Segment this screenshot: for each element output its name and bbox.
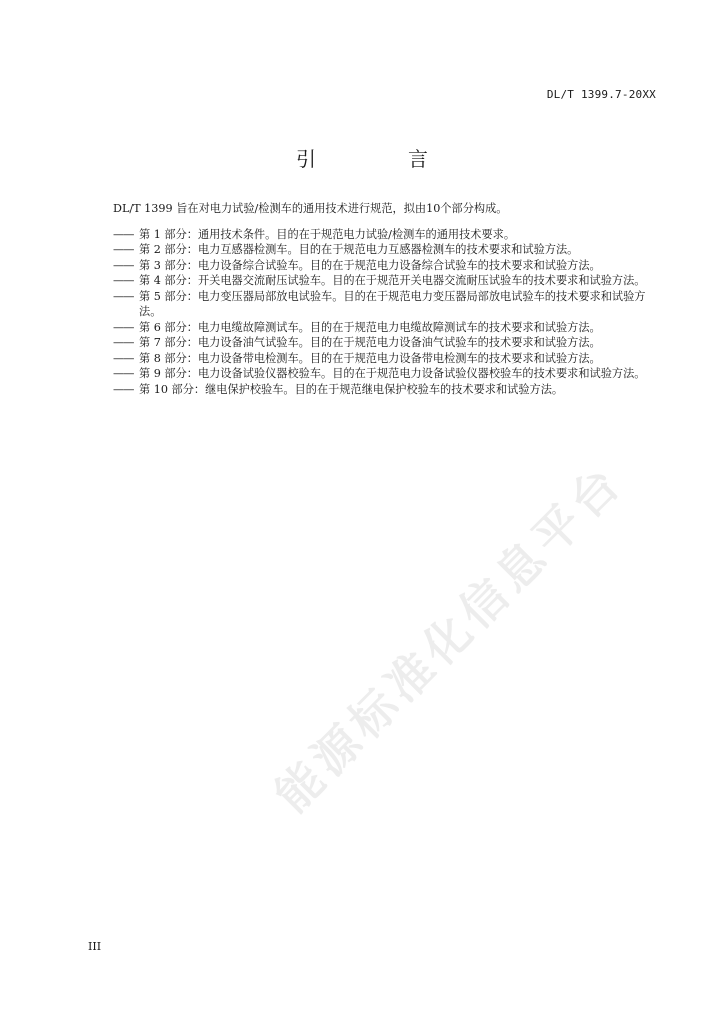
- list-item: [113, 335, 658, 351]
- part-text: 第 9 部分：电力设备试验仪器校验车。目的在于规范电力设备试验仪器校验车的技术要求和试验方法。: [139, 367, 646, 380]
- part-text: 第 1 部分：通用技术条件。目的在于规范电力试验/检测车的通用技术要求。: [139, 227, 516, 241]
- list-item: [113, 366, 658, 382]
- part-text: 第 7 部分：电力设备油气试验车。目的在于规范电力设备油气试验车的技术要求和试验方法。: [139, 336, 601, 349]
- part-text: 第 8 部分：电力设备带电检测车。目的在于规范电力设备带电检测车的技术要求和试验方法。: [139, 351, 601, 365]
- list-dash: ——: [113, 258, 134, 272]
- list-dash: ——: [113, 289, 134, 303]
- list-item: [113, 258, 658, 274]
- list-item: [113, 351, 658, 367]
- list-dash: ——: [113, 274, 134, 287]
- list-item: [113, 227, 658, 243]
- intro-paragraph: DL/T 1399 旨在对电力试验/检测车的通用技术进行规范，拟由10个部分构成。: [113, 202, 508, 215]
- list-dash: ——: [113, 351, 134, 365]
- part-text: 第 3 部分：电力设备综合试验车。目的在于规范电力设备综合试验车的技术要求和试验方法。: [139, 258, 601, 272]
- document-code: DL/T 1399.7-20XX: [546, 88, 656, 101]
- list-dash: ——: [113, 336, 134, 349]
- list-item: [113, 382, 658, 398]
- list-dash: ——: [113, 382, 134, 396]
- list-item: [113, 289, 658, 320]
- part-text: 第 10 部分：继电保护校验车。目的在于规范继电保护校验车的技术要求和试验方法。: [139, 382, 564, 396]
- list-dash: ——: [113, 367, 134, 380]
- document-body: [113, 201, 658, 397]
- list-item: [113, 320, 658, 336]
- list-item: [113, 242, 658, 258]
- part-text: 第 4 部分：开关电器交流耐压试验车。目的在于规范开关电器交流耐压试验车的技术要求和试验方法。: [139, 274, 646, 287]
- watermark: 能源标准化信息平台: [264, 453, 634, 823]
- page-number: III: [88, 940, 102, 953]
- part-text: 第 5 部分：电力变压器局部放电试验车。目的在于规范电力变压器局部放电试验车的技术要求和试验方法。: [139, 289, 646, 318]
- list-dash: ——: [113, 243, 134, 256]
- part-text: 第 6 部分：电力电缆故障测试车。目的在于规范电力电缆故障测试车的技术要求和试验方法。: [139, 320, 601, 334]
- parts-list: [113, 227, 658, 398]
- part-text: 第 2 部分：电力互感器检测车。目的在于规范电力互感器检测车的技术要求和试验方法。: [139, 243, 579, 256]
- list-item: [113, 273, 658, 289]
- page-title: 引 言: [296, 147, 464, 171]
- list-dash: ——: [113, 320, 134, 334]
- list-dash: ——: [113, 227, 134, 241]
